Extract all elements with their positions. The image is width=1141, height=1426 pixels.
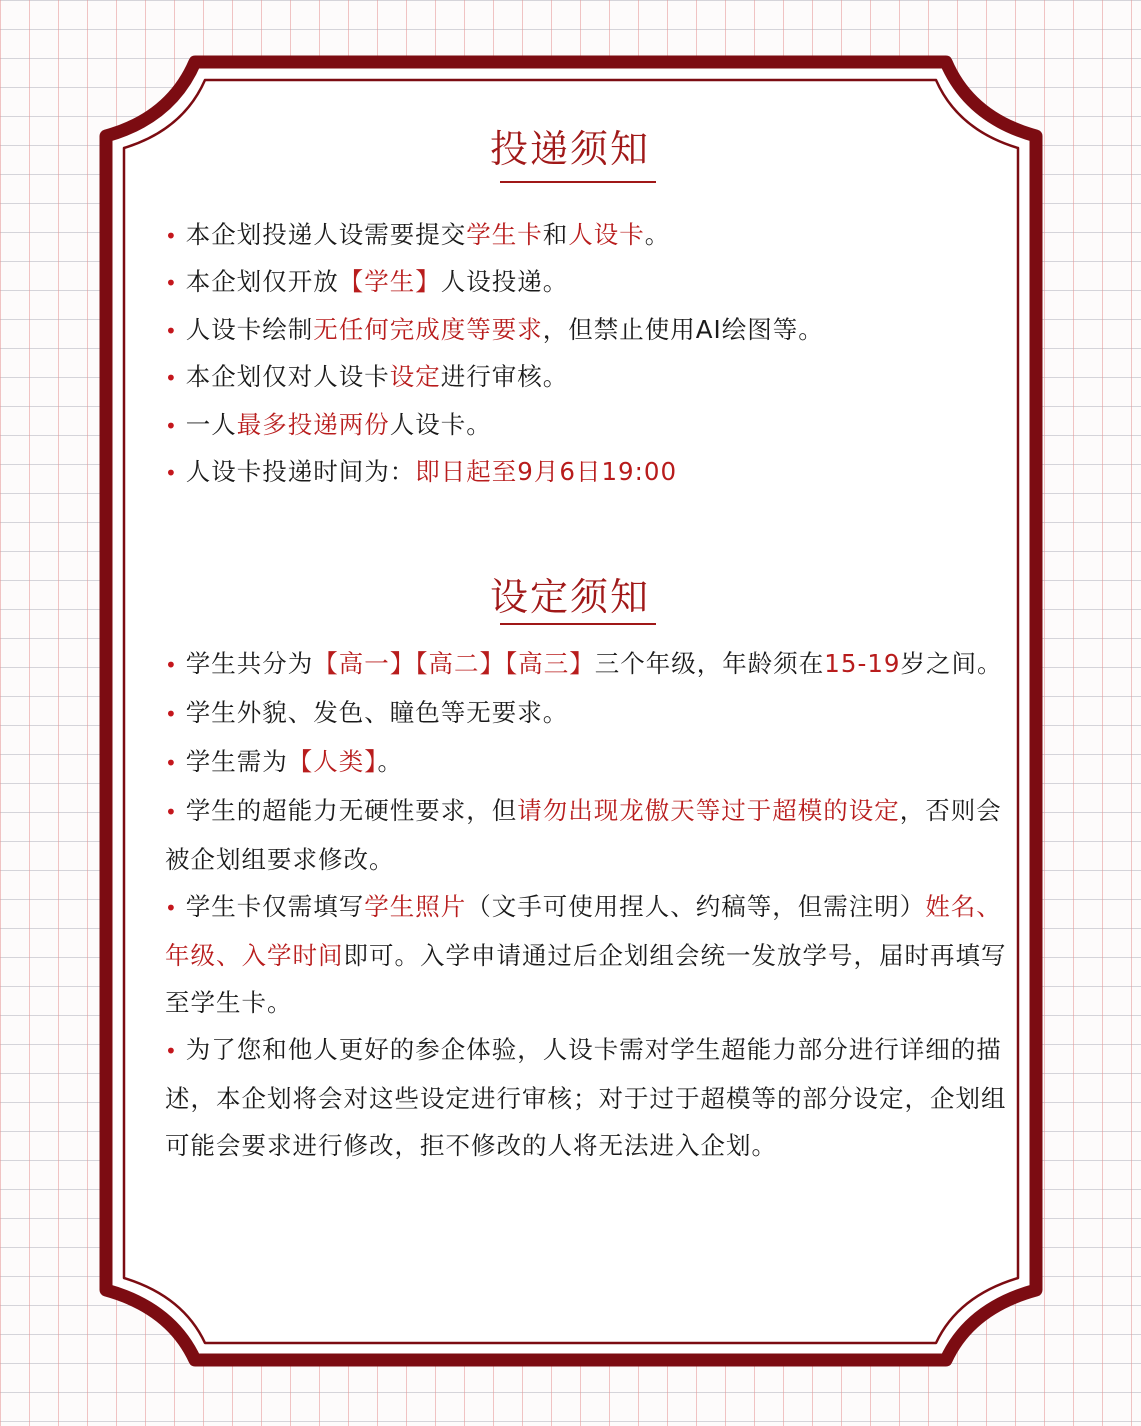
list-item: • 本企划投递人设需要提交学生卡和人设卡。 [165,220,671,249]
section1-title: 投递须知 [489,127,650,171]
bullet-dot: • [165,896,178,920]
list-item: • 学生需为【人类】。 [165,747,404,776]
bullet-dot: • [165,413,178,438]
bullet-dot: • [165,751,178,775]
submission-rules-list [165,211,824,495]
bullet-dot: • [165,460,178,485]
list-item: • 人设卡投递时间为：即日起至9月6日19:00 [165,456,678,486]
bullet-dot: • [165,653,178,677]
list-item: • 学生卡仅需填写学生照片（文手可使用捏人、约稿等，但需注明）姓名、年级、入学时间即可。入学申请通过后企划组会统一发放学号，届时再填写至学生卡。 [165,892,1007,1017]
bullet-dot: • [165,224,178,248]
section1-underline [500,181,656,183]
list-item: • 学生共分为【高一】【高二】【高三】三个年级，年龄须在15-19岁之间。 [165,649,1003,678]
bullet-dot: • [165,1039,178,1063]
list-item: • 一人最多投递两份人设卡。 [165,409,492,439]
list-item: • 学生的超能力无硬性要求，但请勿出现龙傲天等过于超模的设定，否则会被企划组要求修改。 [165,796,1002,874]
list-item: • 为了您和他人更好的参企体验，人设卡需对学生超能力部分进行详细的描述，本企划将会对这些设定进行审核；对于过于超模等的部分设定，企划组可能会要求进行修改，拒不修改的人将无法进入企划。 [165,1035,1007,1160]
bullet-dot: • [165,366,178,391]
notice-card [110,80,1030,1345]
list-item: • 本企划仅开放【学生】人设投递。 [165,267,569,297]
list-item: • 本企划仅对人设卡设定进行审核。 [165,362,569,392]
bullet-dot: • [165,800,178,824]
bullet-dot: • [165,318,178,343]
setting-rules-list [165,640,1025,1169]
section2-title: 设定须知 [489,575,650,619]
section2-underline [500,623,656,625]
list-item: • 学生外貌、发色、瞳色等无要求。 [165,698,569,727]
bullet-dot: • [165,702,178,726]
list-item: • 人设卡绘制无任何完成度等要求，但禁止使用AI绘图等。 [165,314,824,344]
bullet-dot: • [165,271,178,296]
